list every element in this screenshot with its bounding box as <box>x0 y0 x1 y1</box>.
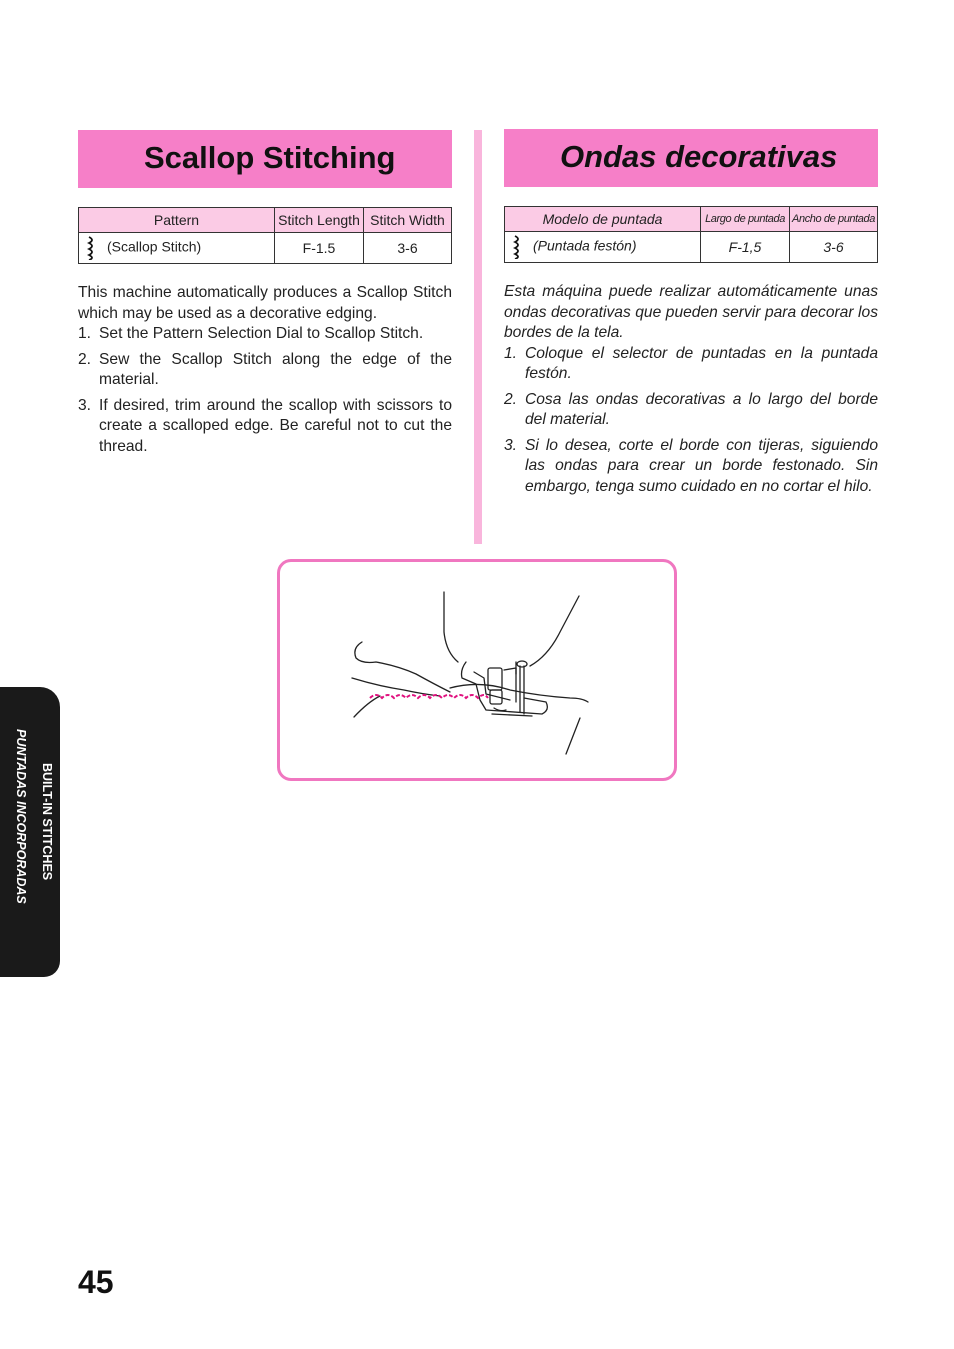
list-item: 3. If desired, trim around the scallop with scissors to create a scalloped edge. Be careful not to cut the thread. <box>78 396 452 455</box>
side-tab-spanish: PUNTADAS INCORPORADAS <box>14 729 28 904</box>
spanish-title-banner <box>504 129 878 187</box>
ancho-value: 3-6 <box>790 232 878 263</box>
page-number: 45 <box>78 1264 114 1300</box>
list-item: 3. Si lo desea, corte el borde con tijeras, siguiendo las ondas para crear un borde festonado. Sin embargo, tenga sumo cuidado en no cortar el hilo. <box>504 436 878 495</box>
spanish-steps <box>504 344 878 498</box>
list-item: 2. Cosa las ondas decorativas a lo largo del borde del material. <box>504 390 878 428</box>
header-largo: Largo de puntada <box>701 207 790 232</box>
english-title: Scallop Stitching <box>144 140 396 175</box>
sewing-presser-foot-illustration <box>280 562 674 778</box>
english-instructions <box>78 283 452 457</box>
section-side-tab <box>0 687 60 977</box>
pattern-cell-es <box>505 232 701 263</box>
header-stitch-width: Stitch Width <box>364 208 452 233</box>
spanish-instructions <box>504 282 878 497</box>
header-stitch-length: Stitch Length <box>275 208 364 233</box>
english-steps <box>78 324 452 457</box>
spanish-title: Ondas decorativas <box>560 139 838 174</box>
side-tab-english: BUILT-IN STITCHES <box>40 763 54 881</box>
list-item: 1. Set the Pattern Selection Dial to Scallop Stitch. <box>78 325 424 342</box>
largo-value: F-1,5 <box>701 232 790 263</box>
english-intro: This machine automatically produces a Scallop Stitch which may be used as a decorative edging. <box>78 284 452 322</box>
header-modelo: Modelo de puntada <box>505 207 701 232</box>
column-divider <box>474 130 482 544</box>
illustration-frame <box>277 559 677 781</box>
scallop-stitch-icon <box>513 235 523 259</box>
spanish-stitch-table <box>504 206 878 263</box>
stitch-width-value: 3-6 <box>364 233 452 264</box>
header-pattern: Pattern <box>79 208 275 233</box>
spanish-intro: Esta máquina puede realizar automáticamente unas ondas decorativas que pueden servir para decorar los bordes de la tela. <box>504 283 878 341</box>
header-ancho: Ancho de puntada <box>790 207 878 232</box>
pattern-cell <box>79 233 275 264</box>
list-item: 1. Coloque el selector de puntadas en la puntada festón. <box>504 344 878 382</box>
pattern-label-es: (Puntada festón) <box>533 237 637 254</box>
list-item: 2. Sew the Scallop Stitch along the edge of the material. <box>78 350 452 388</box>
scallop-stitch-icon <box>87 236 97 260</box>
stitch-length-value: F-1.5 <box>275 233 364 264</box>
english-title-banner <box>78 130 452 188</box>
english-stitch-table <box>78 207 452 264</box>
pattern-label: (Scallop Stitch) <box>107 238 202 255</box>
